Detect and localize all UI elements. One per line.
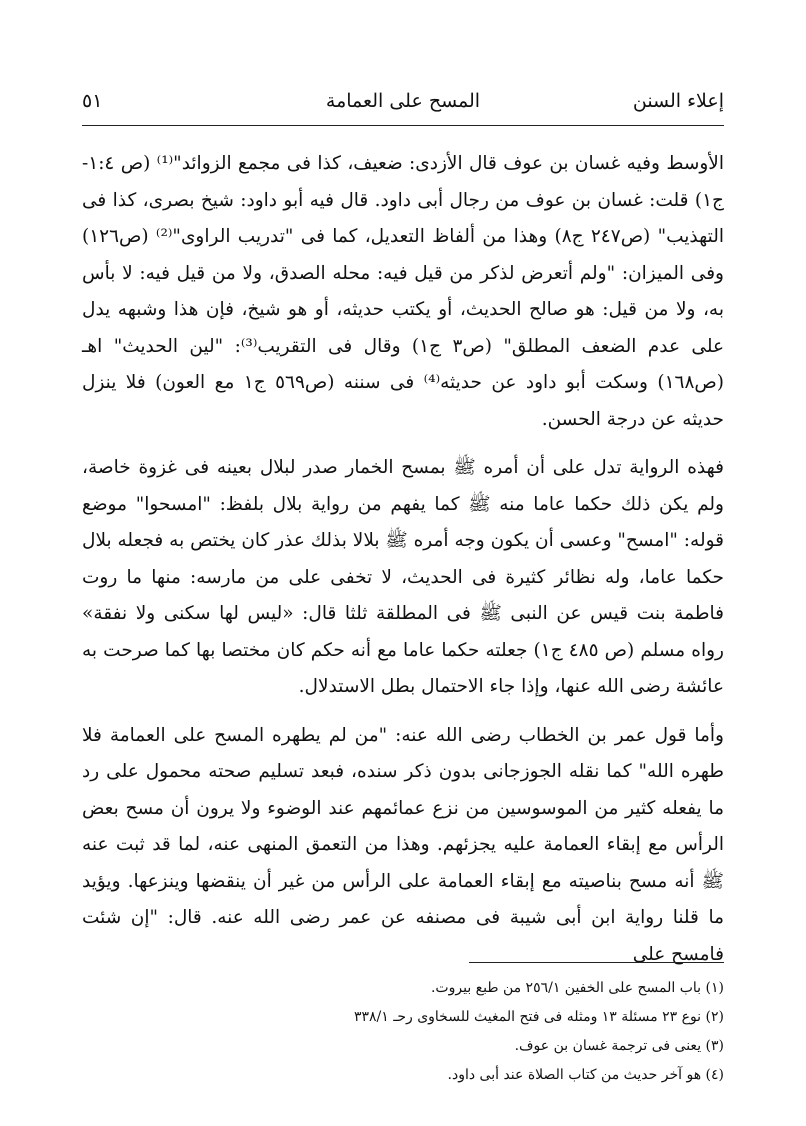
page-number: ٥١ bbox=[82, 90, 103, 112]
book-title: إعلاء السنن bbox=[632, 90, 724, 112]
chapter-title: المسح على العمامة bbox=[325, 90, 481, 112]
footnote-3: (٣) يعنى فى ترجمة غسان بن عوف. bbox=[514, 1038, 724, 1054]
header-divider bbox=[82, 125, 724, 126]
footnote-4: (٤) هو آخر حديث من كتاب الصلاة عند أبى داود. bbox=[447, 1067, 724, 1083]
footnote-1: (١) باب المسح على الخفين ٢٥٦/١ من طبع بيروت. bbox=[430, 980, 724, 996]
paragraph-2: فهذه الرواية تدل على أن أمره ﷺ بمسح الخمار صدر لبلال بعينه فى غزوة خاصة، ولم يكن ذلك حكما عاما منه ﷺ كما يفهم من رواية بلال بلفظ: "امسحوا" موضع قوله: "امسح" وعسى أن يكون وجه أمره ﷺ بلالا بذلك عذر كان يختص به فجعله بلال حكما عاما، وله نظائر كثيرة فى الحديث، لا تخفى على من مارسه: منها ما روت فاطمة بنت قيس عن النبى ﷺ فى المطلقة ثلثا قال: «ليس لها سكنى ولا نفقة» رواه مسلم (ص ٤٨٥ ج١) جعلته حكما عاما مع أنه حكم كان مختصا بها كما صرحت به عائشة رضى الله عنها، وإذا جاء الاحتمال بطل الاستدلال. bbox=[82, 457, 724, 697]
paragraph-1: الأوسط وفيه غسان بن عوف قال الأزدى: ضعيف، كذا فى مجمع الزوائد"⁽¹⁾ (ص ١:٤- ج١) قلت: غسان بن عوف من رجال أبى داود. قال فيه أبو داود: شيخ بصرى، كذا فى التهذيب" (ص٢٤٧ ج٨) وهذا من ألفاظ التعديل، كما فى "تدريب الراوى"⁽²⁾ (ص١٢٦) وفى الميزان: "ولم أتعرض لذكر من قيل فيه: محله الصدق، ولا من قيل فيه: لا بأس به، ولا من قيل: هو صالح الحديث، أو يكتب حديثه، أو هو شيخ، فإن هذا وشبهه يدل على عدم الضعف المطلق" (ص٣ ج١) وقال فى التقريب⁽³⁾: "لين الحديث" اهـ (ص١٦٨) وسكت أبو داود عن حديثه⁽⁴⁾ فى سننه (ص٥٦٩ ج١ مع العون) فلا ينزل حديثه عن درجة الحسن. bbox=[82, 153, 724, 430]
paragraph-3: وأما قول عمر بن الخطاب رضى الله عنه: "من لم يطهره المسح على العمامة فلا طهره الله" كما نقله الجوزجانى بدون ذكر سنده، فبعد تسليم صحته محمول على رد ما يفعله كثير من الموسوسين من نزع عمائمهم عند الوضوء ولا يرون أن مسح بعض الرأس مع إبقاء العمامة عليه يجزئهم. وهذا من التعمق المنهى عنه، لما قد ثبت عنه ﷺ أنه مسح بناصيته مع إبقاء العمامة على الرأس من غير أن ينقضها وينزعها. ويؤيد ما قلنا رواية ابن أبى شيبة فى مصنفه عن عمر رضى الله عنه. قال: "إن شئت فامسح على bbox=[82, 724, 724, 965]
running-header bbox=[82, 84, 724, 124]
footnote-divider bbox=[469, 962, 724, 963]
main-text bbox=[82, 146, 724, 973]
footnotes bbox=[82, 974, 724, 1090]
footnote-2: (٢) نوع ٢٣ مسئلة ١٣ ومثله فى فتح المغيث للسخاوى رحـ ٣٣٨/١ bbox=[353, 1009, 724, 1025]
